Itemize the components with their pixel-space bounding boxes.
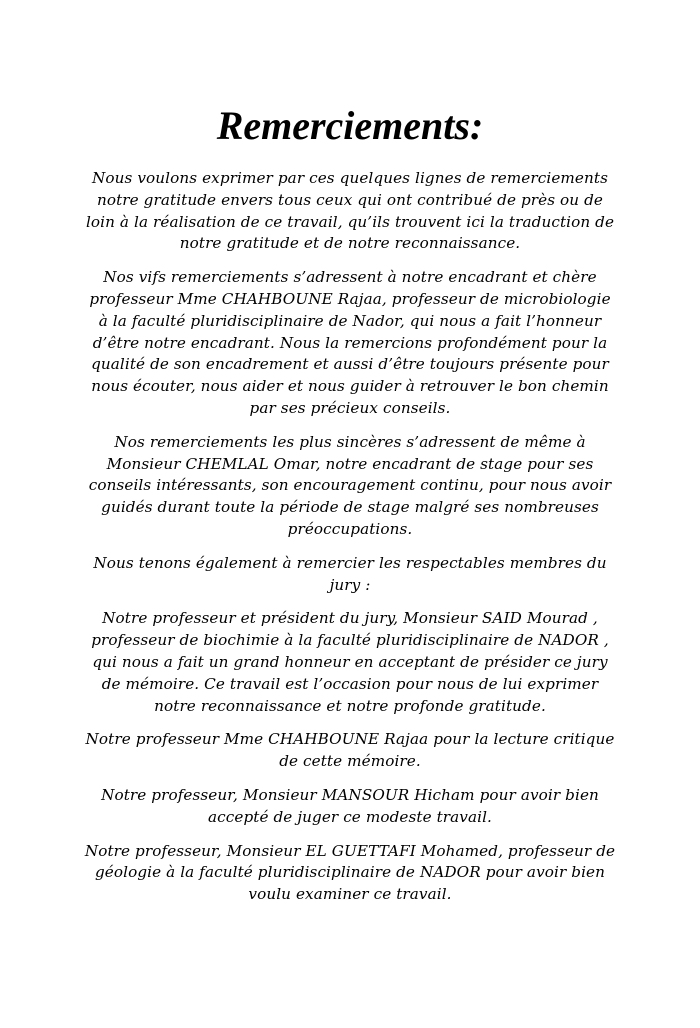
paragraph-jury-member-reader: Notre professeur Mme CHAHBOUNE Rajaa pour la lecture critique de cette mémoire. — [85, 730, 615, 771]
acknowledgements-body — [84, 168, 616, 918]
paragraph-internship-supervisor: Nos remerciements les plus sincères s’adressent de même à Monsieur CHEMLAL Omar, notre encadrant de stage pour ses conseils intéressants, son encouragement continu, pour nous avoir guidés durant toute la période de stage malgré ses nombreuses préoccupations. — [88, 432, 612, 538]
paragraph-jury-member-examiner: Notre professeur, Monsieur EL GUETTAFI Mohamed, professeur de géologie à la faculté pluridisciplinaire de NADOR pour avoir bien voulu examiner ce travail. — [84, 841, 616, 904]
paragraph-supervisor: Nos vifs remerciements s’adressent à notre encadrant et chère professeur Mme CHAHBOUNE Rajaa, professeur de microbiologie à la faculté pluridisciplinaire de Nador, qui nous a fait l’honneur d’être notre encadrant. Nous la remercions profondément pour la qualité de son encadrement et aussi d’être toujours présente pour nous écouter, nous aider et nous guider à retrouver le bon chemin par ses précieux conseils. — [89, 268, 611, 417]
page-title: Remerciements: — [216, 103, 484, 148]
paragraph-jury-president: Notre professeur et président du jury, Monsieur SAID Mourad , professeur de biochimie à la faculté pluridisciplinaire de NADOR , qui nous a fait un grand honneur en acceptant de présider ce jury de mémoire. Ce travail est l’occasion pour nous de lui exprimer notre reconnaissance et notre profonde gratitude. — [91, 609, 609, 715]
paragraph-jury-member-judge: Notre professeur, Monsieur MANSOUR Hicham pour avoir bien accepté de juger ce modeste travail. — [101, 785, 599, 826]
paragraph-gratitude: Nous voulons exprimer par ces quelques lignes de remerciements notre gratitude envers tous ceux qui ont contribué de près ou de loin à la réalisation de ce travail, qu’ils trouvent ici la traduction de notre gratitude et de notre reconnaissance. — [85, 169, 615, 253]
paragraph-jury-intro: Nous tenons également à remercier les respectables membres du jury : — [93, 553, 607, 594]
